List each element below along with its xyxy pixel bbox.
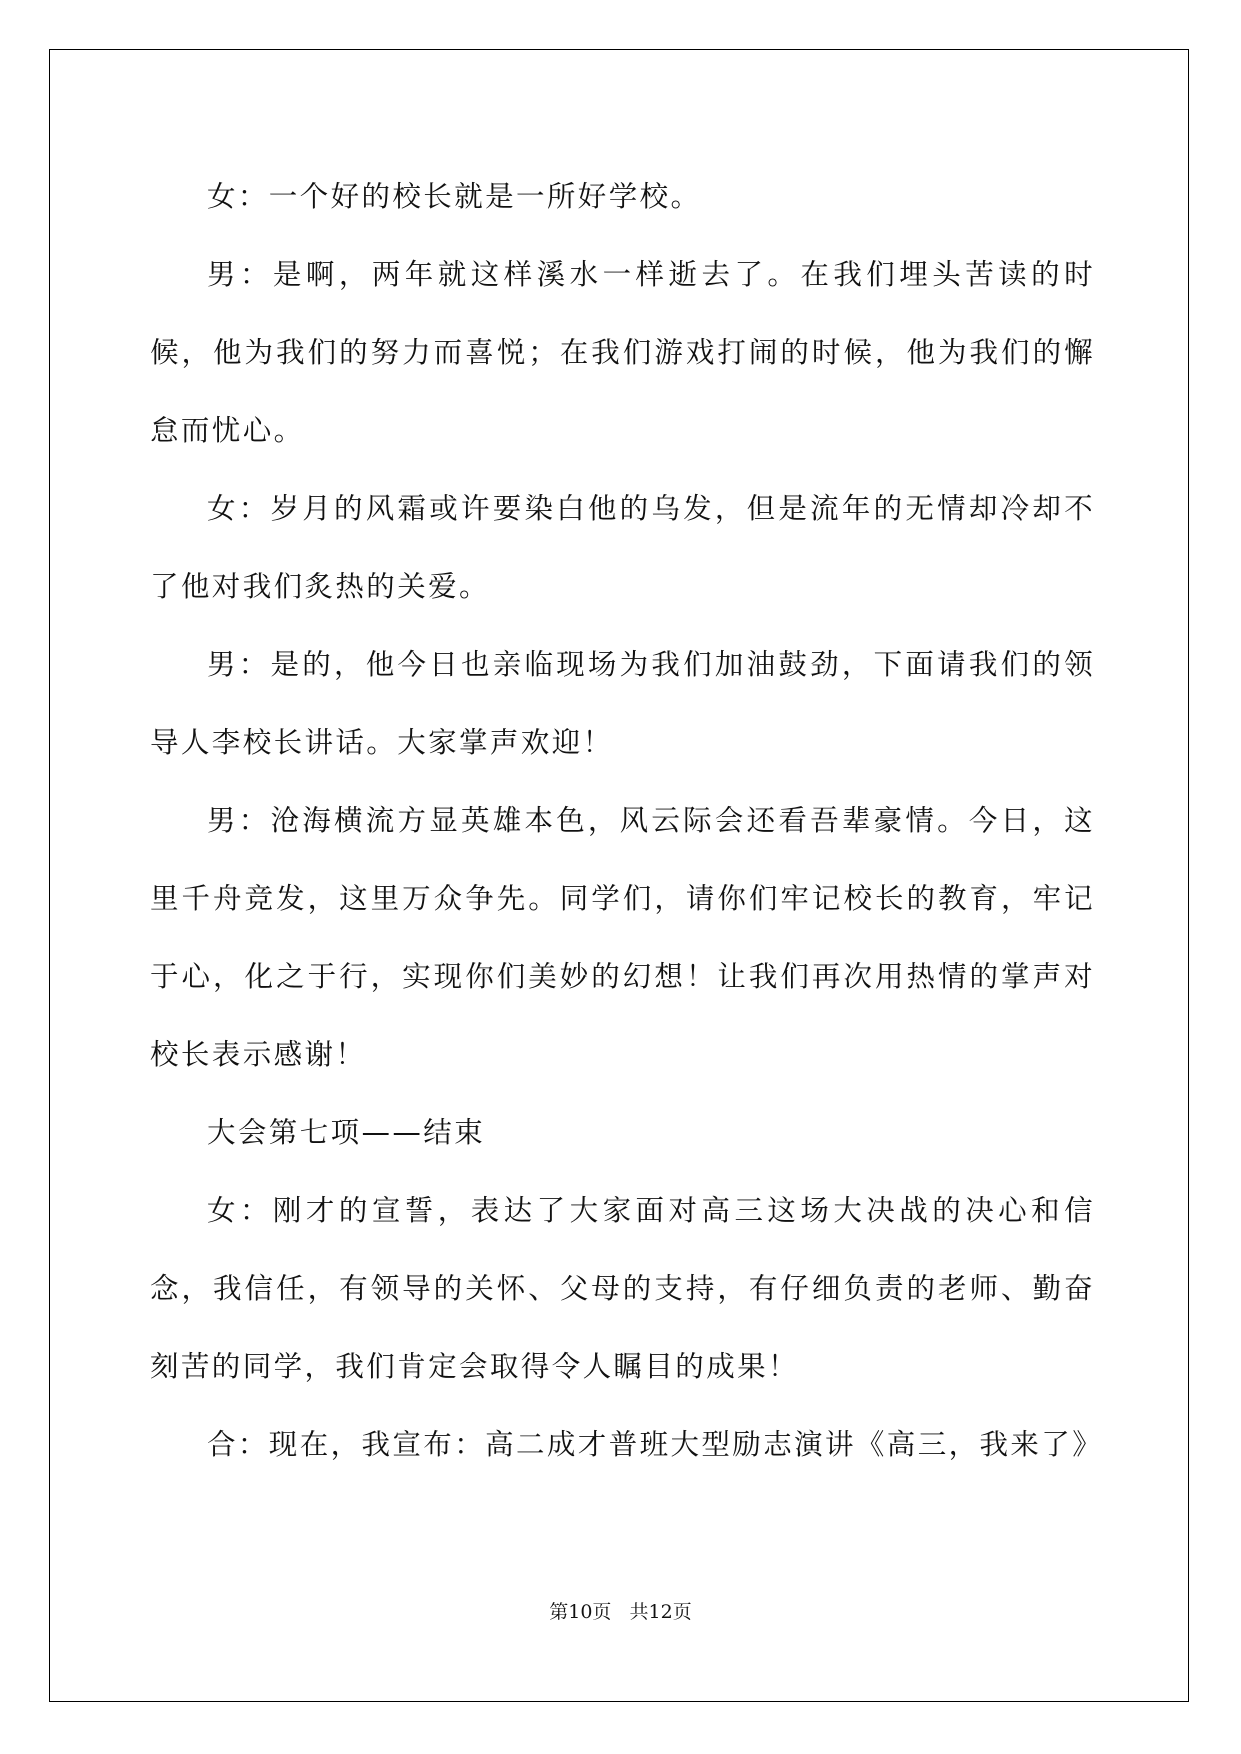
paragraph: 女：岁月的风霜或许要染白他的乌发，但是流年的无情却冷却不了他对我们炙热的关爱。 xyxy=(150,492,1095,603)
paragraph: 合：现在，我宣布：高二成才普班大型励志演讲《高三，我来了》 xyxy=(207,1428,1104,1461)
paragraph: 男：沧海横流方显英雄本色，风云际会还看吾辈豪情。今日，这里千舟竞发，这里万众争先。同学们，请你们牢记校长的教育，牢记于心，化之于行，实现你们美妙的幻想！让我们再次用热情的掌声对校长表示感谢！ xyxy=(150,804,1095,1071)
paragraph: 男：是啊，两年就这样溪水一样逝去了。在我们埋头苦读的时候，他为我们的努力而喜悦；在我们游戏打闹的时候，他为我们的懈怠而忧心。 xyxy=(150,258,1095,447)
page-number: 第10页 共12页 xyxy=(549,1601,692,1623)
section-heading: 大会第七项——结束 xyxy=(207,1116,486,1149)
paragraph: 女：一个好的校长就是一所好学校。 xyxy=(207,180,702,213)
paragraph: 男：是的，他今日也亲临现场为我们加油鼓劲，下面请我们的领导人李校长讲话。大家掌声欢迎！ xyxy=(150,648,1095,759)
page-footer xyxy=(0,1597,1241,1624)
paragraph: 女：刚才的宣誓，表达了大家面对高三这场大决战的决心和信念，我信任，有领导的关怀、父母的支持，有仔细负责的老师、勤奋刻苦的同学，我们肯定会取得令人瞩目的成果！ xyxy=(150,1194,1095,1383)
document-body xyxy=(150,158,1104,1484)
